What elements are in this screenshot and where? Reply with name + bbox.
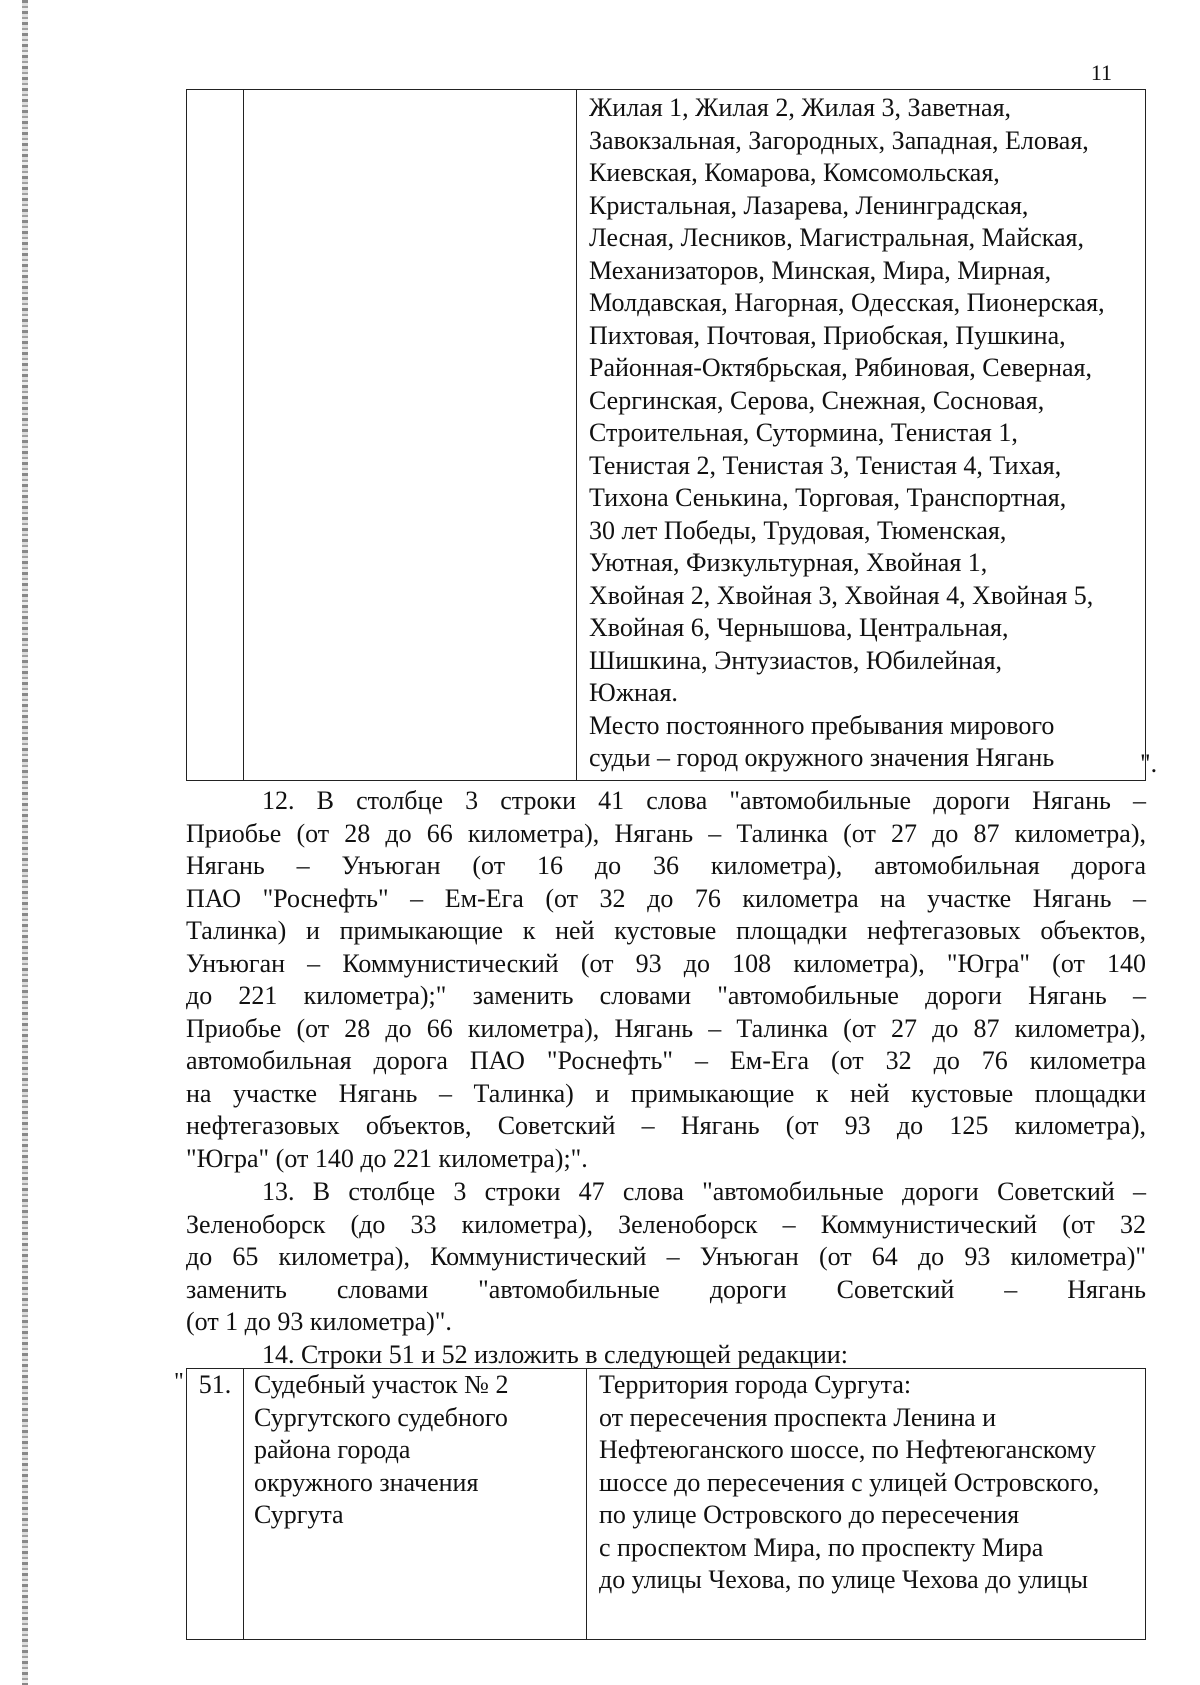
paragraph-line: 12. В столбце 3 строки 41 слова "автомобильные дороги Нягань –: [262, 786, 1146, 815]
table-cell-name: [244, 90, 577, 781]
street-list-line: Уютная, Физкультурная, Хвойная 1,: [589, 548, 988, 577]
residence-line: судьи – город окружного значения Нягань: [589, 743, 1055, 772]
paragraph-line: Приобье (от 28 до 66 километра), Нягань – Талинка (от 27 до 87 километра),: [186, 818, 1146, 848]
territory-line: по улице Островского до пересечения: [599, 1500, 1020, 1529]
opening-quote: ": [174, 1369, 184, 1395]
table-cell-territory: [577, 90, 1146, 781]
street-list-line: Районная-Октябрьская, Рябиновая, Северная,: [589, 353, 1093, 382]
page-number: 11: [1090, 60, 1112, 85]
paragraph-line: 14. Строки 51 и 52 изложить в следующей редакции:: [262, 1340, 848, 1369]
continued-table: [186, 89, 1146, 781]
row-number: 51.: [198, 1370, 232, 1399]
territory-line: до улицы Чехова, по улице Чехова до улицы: [599, 1565, 1088, 1594]
street-list-line: Строительная, Сутормина, Тенистая 1,: [589, 418, 1018, 447]
street-list-line: Киевская, Комарова, Комсомольская,: [589, 158, 1000, 187]
closing-quote: ".: [1140, 749, 1158, 778]
paragraph-line: Зеленоборск (до 33 километра), Зеленоборск – Коммунистический (от 32: [186, 1209, 1146, 1239]
street-list-line: 30 лет Победы, Трудовая, Тюменская,: [589, 515, 1007, 545]
street-list-line: Кристальная, Лазарева, Ленинградская,: [589, 190, 1029, 220]
table-cell-territory: [587, 1369, 1146, 1640]
court-name-line: Сургута: [254, 1500, 344, 1529]
street-list-line: Механизаторов, Минская, Мира, Мирная,: [589, 255, 1052, 285]
paragraph-line: Талинка) и примыкающие к ней кустовые площадки нефтегазовых объектов,: [186, 916, 1146, 945]
paragraph-line: до 221 километра);" заменить словами "автомобильные дороги Нягань –: [186, 981, 1146, 1010]
paragraph-13: [186, 1176, 1146, 1339]
paragraph-line: до 65 километра), Коммунистический – Унъюган (от 64 до 93 километра)": [186, 1242, 1146, 1271]
territory-line: с проспектом Мира, по проспекту Мира: [599, 1532, 1044, 1562]
residence-line: Место постоянного пребывания мирового: [589, 710, 1055, 740]
street-list-line: Тихона Сенькина, Торговая, Транспортная,: [589, 483, 1067, 512]
street-list-line: Сергинская, Серова, Снежная, Сосновая,: [589, 385, 1045, 415]
paragraph-line: автомобильная дорога ПАО "Роснефть" – Ем-Ега (от 32 до 76 километра: [186, 1046, 1146, 1075]
paragraph-line: Унъюган – Коммунистический (от 93 до 108 километра), "Югра" (от 140: [186, 948, 1146, 978]
paragraph-line: заменить словами "автомобильные дороги Советский – Нягань: [186, 1274, 1146, 1304]
scan-binding-edge: [22, 0, 28, 1685]
paragraph-line: 13. В столбце 3 строки 47 слова "автомобильные дороги Советский –: [262, 1177, 1146, 1206]
paragraph-line: нефтегазовых объектов, Советский – Нягань (от 93 до 125 километра),: [186, 1111, 1146, 1140]
territory-line: шоссе до пересечения с улицей Островского,: [599, 1467, 1100, 1497]
court-name-line: Сургутского судебного: [254, 1402, 508, 1432]
new-rows-table: [186, 1368, 1146, 1640]
paragraph-line: Нягань – Унъюган (от 16 до 36 километра), автомобильная дорога: [186, 851, 1146, 880]
table-cell-number: [187, 90, 244, 781]
street-list-line: Хвойная 6, Чернышова, Центральная,: [589, 613, 1009, 642]
street-list-line: Хвойная 2, Хвойная 3, Хвойная 4, Хвойная 5,: [589, 580, 1094, 610]
paragraph-line: (от 1 до 93 километра)".: [186, 1307, 452, 1336]
territory-line: Территория города Сургута:: [599, 1370, 912, 1399]
street-list-line: Лесная, Лесников, Магистральная, Майская,: [589, 223, 1085, 252]
paragraph-line: "Югра" (от 140 до 221 километра);".: [186, 1143, 588, 1173]
territory-line: от пересечения проспекта Ленина и: [599, 1402, 997, 1432]
territory-line: Нефтеюганского шоссе, по Нефтеюганскому: [599, 1435, 1097, 1464]
street-list-line: Пихтовая, Почтовая, Приобская, Пушкина,: [589, 320, 1066, 350]
paragraph-line: на участке Нягань – Талинка) и примыкающие к ней кустовые площадки: [186, 1078, 1146, 1108]
paragraph-12: [186, 785, 1146, 1175]
street-list-line: Шишкина, Энтузиастов, Юбилейная,: [589, 645, 1003, 675]
street-list-line: Тенистая 2, Тенистая 3, Тенистая 4, Тихая,: [589, 450, 1062, 480]
table-cell-name: [244, 1369, 587, 1640]
court-name-line: Судебный участок № 2: [254, 1370, 509, 1399]
table-row: [187, 1369, 1146, 1640]
street-list-line: Завокзальная, Загородных, Западная, Еловая,: [589, 125, 1089, 155]
street-list-line: Жилая 1, Жилая 2, Жилая 3, Заветная,: [589, 93, 1012, 122]
paragraph-14: [186, 1339, 1146, 1372]
court-name-line: окружного значения: [254, 1467, 479, 1497]
street-list-line: Молдавская, Нагорная, Одесская, Пионерская,: [589, 288, 1105, 317]
table-row: [187, 90, 1146, 781]
paragraph-line: ПАО "Роснефть" – Ем-Ега (от 32 до 76 километра на участке Нягань –: [186, 883, 1146, 913]
table-cell-number: [187, 1369, 244, 1640]
paragraph-line: Приобье (от 28 до 66 километра), Нягань – Талинка (от 27 до 87 километра),: [186, 1013, 1146, 1043]
street-list-line: Южная.: [589, 678, 678, 707]
court-name-line: района города: [254, 1435, 411, 1464]
